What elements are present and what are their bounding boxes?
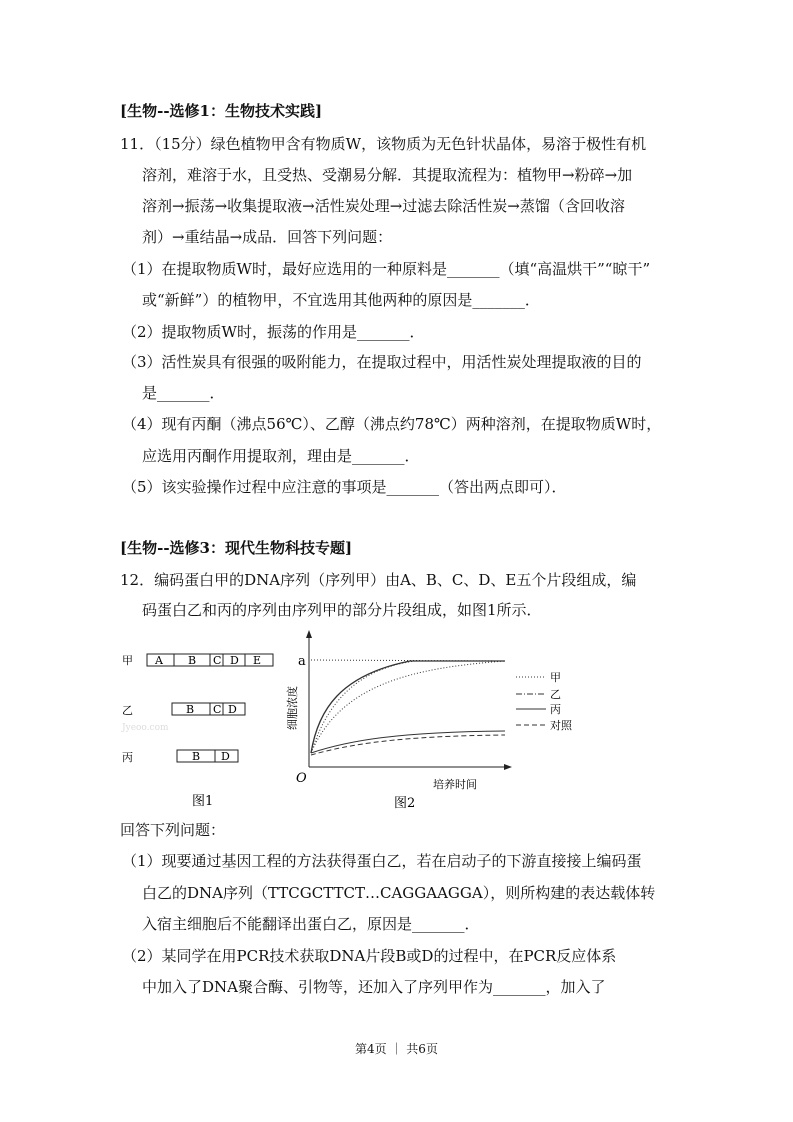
legend-item: 丙: [550, 703, 561, 716]
subquestion-line: 中加入了DNA聚合酶、引物等，还加入了序列甲作为_______，加入了: [142, 978, 606, 996]
legend-item: 对照: [550, 719, 572, 732]
y-mark: a: [298, 654, 306, 669]
question-12-line: 码蛋白乙和丙的序列由序列甲的部分片段组成，如图1所示．: [142, 601, 542, 619]
subquestion-line: 入宿主细胞后不能翻译出蛋白乙，原因是_______．: [142, 915, 480, 933]
segment-label: C: [213, 654, 222, 667]
page-footer: 第4页 ｜ 共6页: [355, 1042, 438, 1056]
watermark: Jyeoo.com: [122, 723, 169, 733]
legend-item: 甲: [550, 671, 561, 684]
figure-1: [121, 654, 273, 809]
figures: [110, 630, 610, 820]
segment-label: C: [213, 703, 222, 716]
legend-item: 乙: [550, 688, 561, 701]
answer-prompt: 回答下列问题：: [120, 821, 226, 839]
segment-label: B: [192, 750, 201, 763]
subquestion-line: （2）提取物质W时，振荡的作用是_______．: [122, 323, 425, 341]
segment-label: D: [221, 750, 230, 763]
subquestion-line: （5）该实验操作过程中应注意的事项是_______（答出两点即可）．: [122, 478, 567, 496]
segment-label: B: [188, 654, 197, 667]
figure-caption: 图2: [394, 796, 416, 811]
subquestion-line: 白乙的DNA序列（TTCGCTTCT…CAGGAAGGA），则所构建的表达载体转: [142, 884, 656, 902]
origin-label: O: [296, 771, 307, 786]
section-title-elective3: [生物--选修3：现代生物科技专题]: [120, 539, 353, 557]
x-axis-label: 培养时间: [433, 778, 477, 791]
figure-2: [285, 630, 573, 811]
figure-caption: 图1: [192, 794, 214, 809]
segment-label: A: [155, 654, 163, 667]
curve-bing: [311, 731, 505, 753]
segment-label: D: [230, 654, 239, 667]
question-12-line: 12．编码蛋白甲的DNA序列（序列甲）由A、B、C、D、E五个片段组成，编: [120, 571, 637, 589]
row-label: 乙: [122, 704, 133, 717]
question-11-line: 剂）→重结晶→成品．回答下列问题：: [142, 228, 393, 246]
subquestion-line: 应选用丙酮作用提取剂，理由是_______．: [142, 447, 420, 465]
subquestion-line: （1）在提取物质W时，最好应选用的一种原料是_______（填“高温烘干”“晾干”: [122, 260, 651, 278]
row-label: 丙: [122, 751, 133, 764]
question-11-line: 11．（15分）绿色植物甲含有物质W，该物质为无色针状晶体，易溶于极性有机: [120, 135, 647, 153]
subquestion-line: 或“新鲜”）的植物甲，不宜选用其他两种的原因是_______．: [142, 291, 540, 309]
subquestion-line: 是_______．: [142, 384, 225, 402]
segment-label: D: [228, 703, 237, 716]
row-label: 甲: [122, 654, 133, 667]
y-axis-label: 细胞浓度: [286, 686, 299, 730]
segment-label: E: [253, 654, 262, 667]
section-title-elective1: [生物--选修1：生物技术实践]: [120, 102, 323, 120]
subquestion-line: （4）现有丙酮（沸点56℃）、乙醇（沸点约78℃）两种溶剂，在提取物质W时，: [122, 415, 662, 433]
subquestion-line: （2）某同学在用PCR技术获取DNA片段B或D的过程中，在PCR反应体系: [122, 947, 617, 965]
question-11-line: 溶剂→振荡→收集提取液→活性炭处理→过滤去除活性炭→蒸馏（含回收溶: [142, 197, 625, 215]
subquestion-line: （3）活性炭具有很强的吸附能力，在提取过程中，用活性炭处理提取液的目的: [122, 353, 642, 371]
question-11-line: 溶剂，难溶于水，且受热、受潮易分解．其提取流程为：植物甲→粉碎→加: [142, 166, 633, 184]
subquestion-line: （1）现要通过基因工程的方法获得蛋白乙，若在启动子的下游直接接上编码蛋: [122, 852, 642, 870]
segment-label: B: [186, 703, 195, 716]
